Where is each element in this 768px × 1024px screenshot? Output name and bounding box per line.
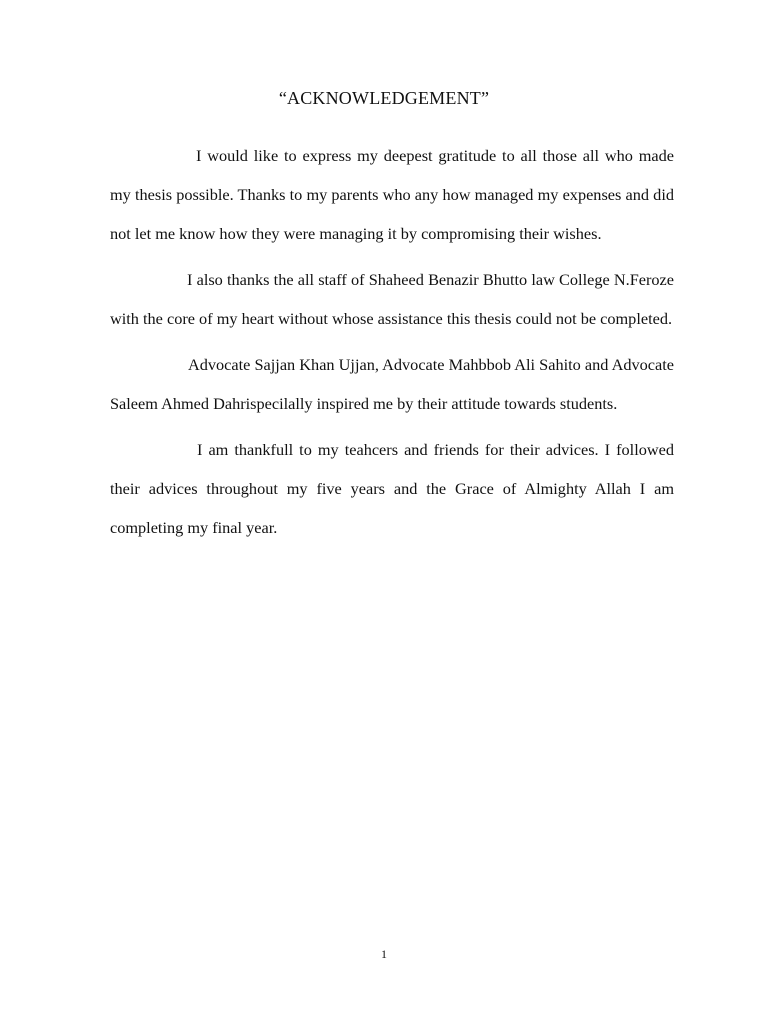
paragraph-college-staff: I also thanks the all staff of Shaheed Benazir Bhutto law College N.Feroze with the core of my heart without whose assistance this thesis could not be completed. xyxy=(110,270,674,328)
page-title: “ACKNOWLEDGEMENT” xyxy=(278,88,490,108)
paragraph-teachers-friends: I am thankfull to my teahcers and friends for their advices. I followed their advices throughout my five years and the Grace of Almighty Allah I am completing my final year. xyxy=(110,440,674,537)
paragraph-advocates: Advocate Sajjan Khan Ujjan, Advocate Mahbbob Ali Sahito and Advocate Saleem Ahmed Dahrispecilally inspired me by their attitude towards students. xyxy=(110,355,674,413)
paragraph-gratitude: I would like to express my deepest gratitude to all those all who made my thesis possible. Thanks to my parents who any how managed my expenses and did not let me know how they were managing it by compromising their wishes. xyxy=(110,146,674,243)
page-number: 1 xyxy=(381,947,387,961)
acknowledgement-body xyxy=(110,136,674,554)
